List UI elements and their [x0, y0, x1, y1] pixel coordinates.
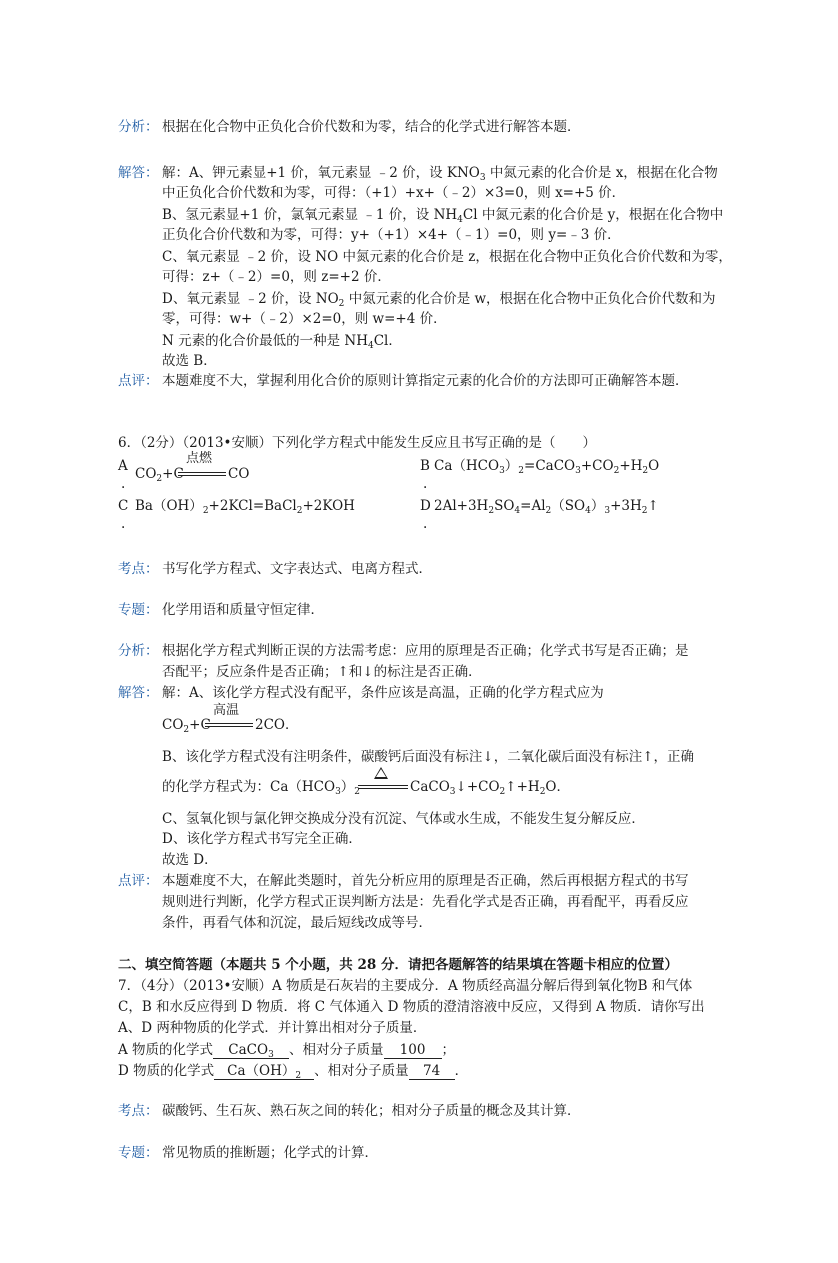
- kaodian-label: 考点：: [118, 561, 159, 577]
- q6-option-a-left: $CO_2+C$: [135, 466, 184, 484]
- q5-answer-b2: 正负化合价代数和为零，可得：y+（+1）×4+（﹣1）=0，则 y=﹣3 价．: [162, 227, 621, 243]
- q6-answer-s1: 解：A、该化学方程式没有配平，条件应该是高温，正确的化学方程式应为: [162, 685, 604, 701]
- q6-option-a-dot: .: [121, 476, 126, 492]
- analysis-label: 分析：: [118, 119, 159, 135]
- comment-label: 点评：: [118, 373, 159, 389]
- q6-eq1-condition: 高温: [213, 703, 240, 718]
- q5-answer-a2: 中正负化合价代数和为零，可得：（+1）+x+（﹣2）×3=0，则 x=+5 价．: [162, 185, 626, 201]
- analysis-label: 分析：: [118, 643, 159, 659]
- q6-option-b-letter: B: [420, 458, 430, 474]
- q7-zhuanti-text: 常见物质的推断题；化学式的计算．: [162, 1145, 378, 1161]
- q6-comment-line3: 条件，再看气体和沉淀，最后短线改成等号．: [162, 915, 432, 931]
- q6-eq1-left: $CO_2+C$: [162, 717, 211, 735]
- q6-eq1-equals: [205, 723, 253, 727]
- heat-triangle-icon: [374, 767, 388, 779]
- q6-eq2-equals: [358, 785, 408, 789]
- q6-option-a-right: CO: [228, 466, 250, 482]
- zhuanti-label: 专题：: [118, 602, 159, 618]
- comment-label: 点评：: [118, 873, 159, 889]
- q5-answer-c1: C、氧元素显 ﹣2 价，设 NO 中氮元素的化合价是 z，根据在化合物中正负化合价代数和为零，: [162, 249, 732, 265]
- q5-answer-c2: 可得：z+（﹣2）=0，则 z=+2 价．: [162, 269, 391, 285]
- q5-analysis-text: 根据在化合物中正负化合价代数和为零，结合的化学式进行解答本题．: [162, 119, 581, 135]
- answer-label: 解答：: [118, 685, 159, 701]
- q7-stem-line2: C，B 和水反应得到 D 物质．将 C 气体通入 D 物质的澄清溶液中反应，又得到 A 物质．请你写出: [118, 999, 705, 1015]
- q5-answer-b1: B、氢元素显+1 价，氯氧元素显 ﹣1 价，设 $NH_4Cl$ 中氮元素的化合价是 y，根据在化合物中: [162, 207, 724, 225]
- q6-option-c-letter: C: [118, 498, 129, 514]
- q7-answer-d-row: D 物质的化学式 $Ca(OH)_2$ 、相对分子质量 74 ．: [118, 1063, 469, 1081]
- q6-option-b-dot: .: [423, 476, 428, 492]
- q6-option-b-text: $Ca(HCO_3)_2=CaCO_3+CO_2+H_2O$: [434, 458, 660, 476]
- q6-analysis-line1: 根据化学方程式判断正误的方法需考虑：应用的原理是否正确；化学式书写是否正确；是: [162, 643, 689, 659]
- q6-answer-s2: B、该化学方程式没有注明条件，碳酸钙后面没有标注↓，二氧化碳后面没有标注↑，正确: [162, 749, 695, 765]
- q5-answer-d2: 零，可得：w+（﹣2）×2=0，则 w=+4 价．: [162, 311, 447, 327]
- q6-option-c-text: $Ba(OH)_2+2KCl=BaCl_2+2KOH$: [135, 498, 355, 516]
- q7-stem-line3: A、D 两种物质的化学式．并计算出相对分子质量．: [118, 1020, 427, 1036]
- q6-option-d-letter: D: [420, 498, 431, 514]
- q5-answer-n: N 元素的化合价最低的一种是 $NH_4Cl$．: [162, 333, 402, 351]
- q6-option-d-dot: .: [423, 516, 428, 532]
- q6-option-a-letter: A: [118, 458, 128, 474]
- q6-comment-line2: 规则进行判断，化学方程式正误判断方法是：先看化学式是否正确，再看配平，再看反应: [162, 894, 689, 910]
- q5-answer-d1: D、氧元素显 ﹣2 价，设 $NO_2$ 中氮元素的化合价是 w，根据在化合物中正负化合价代数和为: [162, 291, 716, 309]
- q6-zhuanti-text: 化学用语和质量守恒定律．: [162, 602, 324, 618]
- q6-option-a-equals: [178, 472, 226, 476]
- q6-option-c-dot: .: [121, 516, 126, 532]
- q6-answer-s6: 故选 D．: [162, 852, 218, 868]
- q6-stem: 6．（2分）（2013•安顺）下列化学方程式中能发生反应且书写正确的是（ ）: [118, 435, 596, 451]
- q6-eq1-right: 2CO．: [255, 717, 299, 733]
- q7-kaodian-text: 碳酸钙、生石灰、熟石灰之间的转化；相对分子质量的概念及其计算．: [162, 1103, 581, 1119]
- q5-comment-text: 本题难度不大，掌握利用化合价的原则计算指定元素的化合价的方法即可正确解答本题．: [162, 373, 689, 389]
- q6-answer-s3: 的化学方程式为：$Ca(HCO_3)_2$: [162, 779, 361, 797]
- q6-answer-s4: C、氢氧化钡与氯化钾交换成分没有沉淀、气体或水生成，不能发生复分解反应．: [162, 811, 645, 827]
- q6-option-d-text: $2Al+3H_2SO_4=Al_2(SO_4)_3+3H_2↑$: [434, 498, 659, 516]
- q5-choice: 故选 B．: [162, 353, 217, 369]
- section-title: 二、填空简答题（本题共 5 个小题，共 28 分．请把各题解答的结果填在答题卡相应的位置）: [118, 957, 678, 973]
- kaodian-label: 考点：: [118, 1103, 159, 1119]
- q6-answer-s5: D、该化学方程式书写完全正确．: [162, 831, 362, 847]
- q7-stem-line1: 7．（4分）（2013•安顺）A 物质是石灰岩的主要成分．A 物质经高温分解后得到氧化物B 和气体: [118, 978, 693, 994]
- q7-answer-a-row: A 物质的化学式 CaCO$_3$ 、相对分子质量 100 ；: [118, 1042, 456, 1060]
- q6-analysis-line2: 否配平；反应条件是否正确；↑和↓的标注是否正确．: [162, 664, 482, 680]
- q5-answer-a1: 解：A、钾元素显+1 价，氧元素显 ﹣2 价，设 $KNO_3$ 中氮元素的化合价是 x，根据在化合物: [162, 165, 718, 183]
- q6-eq2-right: $CaCO_3↓+CO_2↑+H_2O$．: [410, 779, 570, 797]
- answer-label: 解答：: [118, 165, 159, 181]
- q6-kaodian-text: 书写化学方程式、文字表达式、电离方程式．: [162, 561, 432, 577]
- q6-comment-line1: 本题难度不大，在解此类题时，首先分析应用的原理是否正确，然后再根据方程式的书写: [162, 873, 689, 889]
- q6-option-a-condition: 点燃: [186, 451, 213, 466]
- zhuanti-label: 专题：: [118, 1145, 159, 1161]
